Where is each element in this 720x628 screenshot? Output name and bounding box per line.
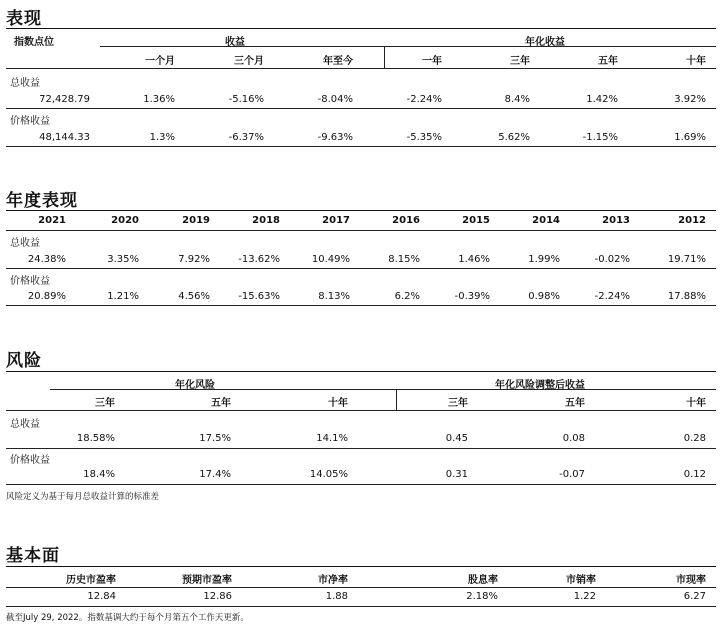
- risk-cell: 17.5%: [199, 433, 231, 444]
- row-rule: [6, 484, 716, 485]
- risk-note: 风险定义为基于每月总收益计算的标准差: [6, 492, 160, 502]
- risk-cell: 0.45: [445, 433, 468, 444]
- period-header: 五年: [598, 56, 618, 67]
- fundamental-header: 市销率: [566, 575, 596, 586]
- return-cell: -5.16%: [228, 94, 264, 105]
- return-cell: -6.37%: [228, 132, 264, 143]
- year-header: 2016: [392, 215, 420, 226]
- risk-cell: 0.12: [683, 469, 706, 480]
- risk-cell: 18.4%: [83, 469, 115, 480]
- annual-cell: 7.92%: [178, 254, 210, 265]
- annual-cell: 24.38%: [27, 254, 66, 265]
- year-header: 2013: [602, 215, 630, 226]
- performance-subheader-rule: [6, 68, 716, 69]
- risk-period-header: 十年: [328, 398, 348, 409]
- risk-divider: [396, 389, 397, 410]
- annual-header-rule: [6, 230, 716, 231]
- annual-title: 年度表现: [6, 191, 78, 211]
- annual-cell: 6.2%: [394, 291, 420, 302]
- annual-cell: 1.46%: [458, 254, 490, 265]
- risk-period-header: 三年: [95, 398, 115, 409]
- period-header: 一个月: [145, 56, 175, 67]
- risk-cell: 18.58%: [76, 433, 115, 444]
- risk-cell: 14.1%: [316, 433, 348, 444]
- year-header: 2020: [111, 215, 139, 226]
- annual-cell: 1.99%: [528, 254, 560, 265]
- fundamental-header: 股息率: [468, 575, 498, 586]
- row-rule: [6, 108, 716, 109]
- annual-cell: 4.56%: [178, 291, 210, 302]
- annual-cell: 0.98%: [528, 291, 560, 302]
- row-label: 总收益: [10, 419, 40, 430]
- period-header: 十年: [686, 56, 706, 67]
- period-header: 年至今: [323, 56, 353, 67]
- return-cell: -8.04%: [317, 94, 353, 105]
- return-cell: 8.4%: [504, 94, 530, 105]
- fundamental-value: 1.88: [325, 591, 348, 602]
- return-cell: 5.62%: [498, 132, 530, 143]
- row-label: 价格收益: [10, 276, 50, 287]
- annual-cell: 10.49%: [311, 254, 350, 265]
- return-cell: -1.15%: [582, 132, 618, 143]
- performance-title: 表现: [6, 9, 42, 29]
- risk-cell: 0.08: [562, 433, 585, 444]
- fundamental-header: 市净率: [318, 575, 348, 586]
- annual-cell: -2.24%: [594, 291, 630, 302]
- annual-cell: -0.39%: [454, 291, 490, 302]
- year-header: 2019: [182, 215, 210, 226]
- fundamentals-header-rule: [6, 587, 716, 588]
- group-returns-header: 收益: [225, 37, 245, 48]
- risk-top-rule: [6, 371, 716, 372]
- group-risk-header: 年化风险: [175, 380, 215, 391]
- return-cell: -9.63%: [317, 132, 353, 143]
- fundamental-value: 6.27: [683, 591, 706, 602]
- fundamental-header: 预期市盈率: [182, 575, 232, 586]
- year-header: 2021: [38, 215, 66, 226]
- period-header: 一年: [422, 56, 442, 67]
- fundamental-value: 2.18%: [466, 591, 498, 602]
- row-rule: [6, 268, 716, 269]
- fundamentals-note: 截至July 29, 2022。指数基调大约于每个月第五个工作天更新。: [6, 613, 249, 623]
- group-annualized-header: 年化收益: [525, 37, 565, 48]
- row-label: 价格收益: [10, 116, 50, 127]
- period-header: 三个月: [234, 56, 264, 67]
- year-header: 2017: [322, 215, 350, 226]
- risk-cell: 14.05%: [309, 469, 348, 480]
- row-rule: [6, 305, 716, 306]
- return-cell: 3.92%: [674, 94, 706, 105]
- row-rule: [6, 606, 716, 607]
- risk-period-header: 三年: [448, 398, 468, 409]
- annual-cell: 8.15%: [388, 254, 420, 265]
- col-index-header: 指数点位: [14, 37, 54, 48]
- fundamental-value: 12.84: [87, 591, 116, 602]
- fundamentals-title: 基本面: [6, 546, 60, 566]
- annual-cell: 20.89%: [27, 291, 66, 302]
- annual-cell: -13.62%: [238, 254, 280, 265]
- return-cell: -2.24%: [406, 94, 442, 105]
- row-rule: [6, 448, 716, 449]
- index-value: 48,144.33: [39, 132, 90, 143]
- group-adjusted-header: 年化风险调整后收益: [495, 380, 585, 391]
- risk-header-rule: [50, 389, 716, 390]
- performance-top-rule: [6, 28, 716, 29]
- fundamental-header: 历史市盈率: [66, 575, 116, 586]
- year-header: 2015: [462, 215, 490, 226]
- return-cell: 1.42%: [586, 94, 618, 105]
- risk-period-header: 五年: [565, 398, 585, 409]
- performance-header-rule: [100, 46, 716, 47]
- year-header: 2014: [532, 215, 560, 226]
- annual-cell: 1.21%: [107, 291, 139, 302]
- annual-cell: 8.13%: [318, 291, 350, 302]
- annual-cell: -15.63%: [238, 291, 280, 302]
- annual-top-rule: [6, 210, 716, 211]
- fundamentals-top-rule: [6, 566, 716, 567]
- risk-title: 风险: [6, 351, 42, 371]
- return-cell: 1.69%: [674, 132, 706, 143]
- risk-cell: 17.4%: [199, 469, 231, 480]
- return-cell: 1.36%: [143, 94, 175, 105]
- row-label: 总收益: [10, 238, 40, 249]
- return-cell: 1.3%: [149, 132, 175, 143]
- annual-cell: 19.71%: [667, 254, 706, 265]
- risk-cell: 0.31: [445, 469, 468, 480]
- period-header: 三年: [510, 56, 530, 67]
- annual-cell: -0.02%: [594, 254, 630, 265]
- risk-period-header: 五年: [211, 398, 231, 409]
- annual-cell: 3.35%: [107, 254, 139, 265]
- fundamental-value: 1.22: [573, 591, 596, 602]
- fundamental-header: 市现率: [676, 575, 706, 586]
- index-value: 72,428.79: [39, 94, 90, 105]
- fundamental-value: 12.86: [203, 591, 232, 602]
- risk-subheader-rule: [6, 410, 716, 411]
- risk-period-header: 十年: [686, 398, 706, 409]
- annual-cell: 17.88%: [667, 291, 706, 302]
- row-label: 价格收益: [10, 455, 50, 466]
- risk-cell: -0.07: [559, 469, 585, 480]
- year-header: 2012: [678, 215, 706, 226]
- row-rule: [6, 146, 716, 147]
- row-label: 总收益: [10, 78, 40, 89]
- year-header: 2018: [252, 215, 280, 226]
- risk-cell: 0.28: [683, 433, 706, 444]
- return-cell: -5.35%: [406, 132, 442, 143]
